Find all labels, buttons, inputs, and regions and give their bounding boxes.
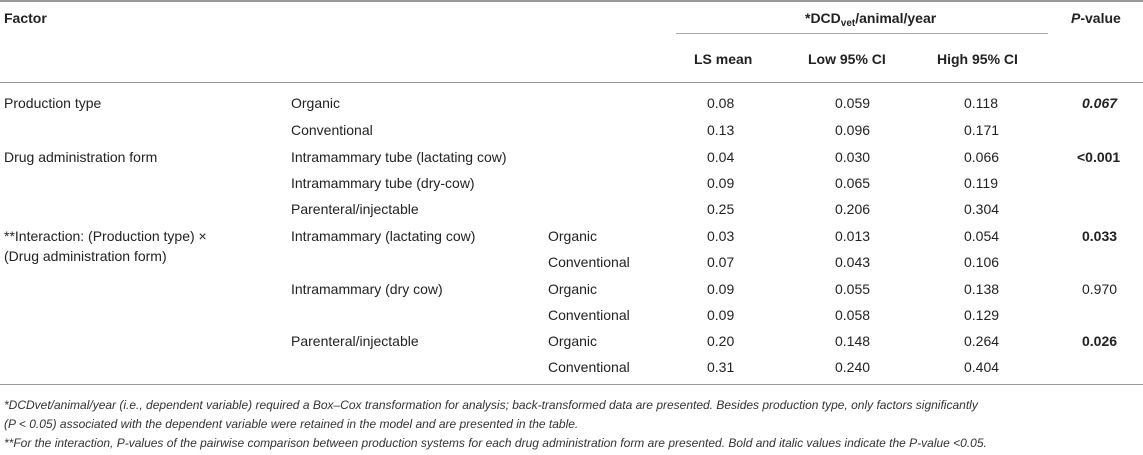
header-pvalue xyxy=(1071,9,1121,27)
level-cell: Intramammary tube (lactating cow) xyxy=(291,149,507,165)
low-ci-cell: 0.148 xyxy=(835,333,871,349)
top-rule xyxy=(0,0,1143,2)
low-ci-cell: 0.058 xyxy=(835,307,871,323)
bottom-rule xyxy=(0,384,1143,385)
high-ci-cell: 0.404 xyxy=(964,359,1000,375)
high-ci-cell: 0.119 xyxy=(964,175,998,191)
header-dcd-suffix: /animal/year xyxy=(855,10,937,26)
level-cell: Parenteral/injectable xyxy=(291,201,419,217)
high-ci-cell: 0.264 xyxy=(964,333,1000,349)
header-dcd-sub: vet xyxy=(840,18,856,29)
header-pvalue-p: P xyxy=(1071,10,1081,26)
header-factor: Factor xyxy=(4,10,47,26)
ls-mean-cell: 0.03 xyxy=(707,228,735,244)
level-cell: Conventional xyxy=(291,122,373,138)
ls-mean-cell: 0.09 xyxy=(707,281,735,297)
sublevel-cell: Organic xyxy=(548,228,598,244)
high-ci-cell: 0.106 xyxy=(964,254,1000,270)
high-ci-cell: 0.129 xyxy=(964,307,1000,323)
high-ci-cell: 0.138 xyxy=(964,281,1000,297)
ls-mean-cell: 0.09 xyxy=(707,175,735,191)
footnote-line3: **For the interaction, P-values of the pairwise comparison between production systems for each drug administration form are presented. Bold and italic values indicate the P-value <0.05. xyxy=(4,436,987,450)
sublevel-cell: Conventional xyxy=(548,307,630,323)
ls-mean-cell: 0.20 xyxy=(707,333,735,349)
header-high-ci: High 95% CI xyxy=(937,51,1018,67)
ls-mean-cell: 0.04 xyxy=(707,149,735,165)
level-cell: Intramammary tube (dry-cow) xyxy=(291,175,475,191)
header-pvalue-rest: -value xyxy=(1080,10,1121,26)
header-low-ci: Low 95% CI xyxy=(808,51,886,67)
factor-drug-administration-form: Drug administration form xyxy=(4,149,158,165)
low-ci-cell: 0.030 xyxy=(835,149,871,165)
footnote-line1: *DCDvet/animal/year (i.e., dependent variable) required a Box–Cox transformation for analysis; back-transformed data are presented. Besides production type, only factors significantly xyxy=(4,398,978,412)
level-cell: Parenteral/injectable xyxy=(291,333,419,349)
ls-mean-cell: 0.09 xyxy=(707,307,735,323)
sublevel-cell: Organic xyxy=(548,281,598,297)
factor-interaction-line2: (Drug administration form) xyxy=(4,248,167,264)
high-ci-cell: 0.066 xyxy=(964,149,1000,165)
sublevel-cell: Conventional xyxy=(548,359,630,375)
level-cell: Intramammary (dry cow) xyxy=(291,281,443,297)
ls-mean-cell: 0.13 xyxy=(707,122,735,138)
pvalue-cell: <0.001 xyxy=(1077,149,1121,165)
header-rule xyxy=(0,82,1143,83)
group-underline xyxy=(676,33,1048,34)
sublevel-cell: Organic xyxy=(548,333,598,349)
level-cell: Intramammary (lactating cow) xyxy=(291,228,476,244)
low-ci-cell: 0.096 xyxy=(835,122,871,138)
low-ci-cell: 0.043 xyxy=(835,254,871,270)
low-ci-cell: 0.206 xyxy=(835,201,871,217)
header-dcd-group xyxy=(805,9,936,27)
high-ci-cell: 0.171 xyxy=(964,122,1000,138)
pvalue-cell: 0.067 xyxy=(1082,95,1118,111)
low-ci-cell: 0.055 xyxy=(835,281,871,297)
sublevel-cell: Conventional xyxy=(548,254,630,270)
ls-mean-cell: 0.25 xyxy=(707,201,735,217)
low-ci-cell: 0.240 xyxy=(835,359,871,375)
high-ci-cell: 0.118 xyxy=(964,95,998,111)
ls-mean-cell: 0.07 xyxy=(707,254,735,270)
header-lsmean: LS mean xyxy=(694,51,753,67)
low-ci-cell: 0.013 xyxy=(835,228,871,244)
level-cell: Organic xyxy=(291,95,341,111)
high-ci-cell: 0.304 xyxy=(964,201,1000,217)
low-ci-cell: 0.059 xyxy=(835,95,871,111)
high-ci-cell: 0.054 xyxy=(964,228,1000,244)
ls-mean-cell: 0.31 xyxy=(707,359,735,375)
pvalue-cell: 0.970 xyxy=(1082,281,1118,297)
footnote-line2: (P < 0.05) associated with the dependent variable were retained in the model and are presented in the table. xyxy=(4,417,579,431)
factor-interaction-line1: **Interaction: (Production type) × xyxy=(4,228,207,244)
factor-production-type: Production type xyxy=(4,95,102,111)
header-dcd-prefix: *DCD xyxy=(805,10,841,26)
pvalue-cell: 0.026 xyxy=(1082,333,1118,349)
ls-mean-cell: 0.08 xyxy=(707,95,735,111)
pvalue-cell: 0.033 xyxy=(1082,228,1118,244)
low-ci-cell: 0.065 xyxy=(835,175,871,191)
